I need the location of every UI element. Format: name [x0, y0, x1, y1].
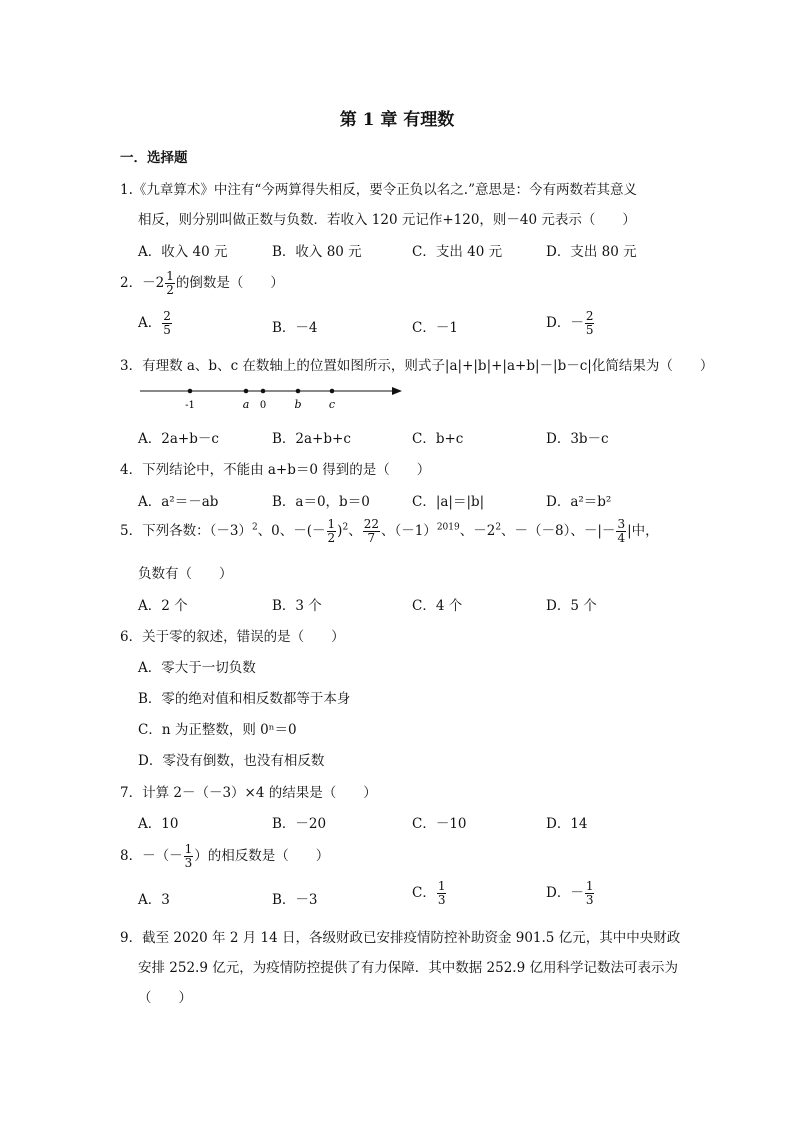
question-3-option-a: A．2a+b－c [138, 431, 219, 447]
question-7-option-c: C．－10 [412, 816, 467, 832]
question-4-option-a: A．a²＝－ab [138, 494, 219, 510]
question-4-stem: 4．下列结论中，不能由 a+b＝0 得到的是（ ） [120, 462, 431, 478]
question-4-option-b: B．a＝0，b＝0 [272, 494, 370, 510]
question-6-stem: 6．关于零的叙述，错误的是（ ） [120, 629, 345, 645]
question-5-option-c: C．4 个 [412, 598, 463, 614]
question-6-option-b: B．零的绝对值和相反数都等于本身 [138, 691, 351, 707]
question-1-option-d: D．支出 80 元 [546, 244, 637, 260]
question-2-option-b: B．－4 [272, 320, 318, 336]
question-6-option-c: C．n 为正整数，则 0ⁿ＝0 [138, 722, 297, 738]
question-5-option-a: A．2 个 [138, 598, 188, 614]
question-2-option-d: D．－ $\frac{2}{5}$ [546, 309, 594, 337]
question-8-option-d: D．－ $\frac{1}{3}$ [546, 879, 594, 907]
point-minus-one [188, 389, 193, 394]
question-4-option-d: D．a²＝b² [546, 494, 612, 510]
question-1-option-c: C．支出 40 元 [412, 244, 503, 260]
label-c: c [328, 398, 336, 411]
point-c [330, 389, 335, 394]
point-b [296, 389, 301, 394]
question-8-option-c: C． $\frac{1}{3}$ [412, 879, 446, 907]
question-5-line-2: 负数有（ ） [138, 566, 233, 582]
question-8-stem: 8．－（－ $\frac{1}{3}$ ）的相反数是（ ） [120, 842, 330, 870]
question-8-option-a: A．3 [138, 892, 170, 908]
question-1-line-2: 相反，则分别叫做正数与负数．若收入 120 元记作+120，则－40 元表示（ ） [138, 212, 636, 228]
fraction: $\frac{1}{2}$ [166, 269, 174, 297]
question-3-stem: 3．有理数 a、b、c 在数轴上的位置如图所示，则式子|a|+|b|+|a+b|－|b－c|化简结果为（ ） [120, 358, 714, 374]
question-5-stem: 5．下列各数：$(-3)^2$、0、－(－ $\frac{1}{2}$ )$^2$、 $\frac{22}{7}$ 、$(-1)^{2019}$、$-2^2$、－（－8）、－|－ $\frac{3}{4}$ |中， [120, 517, 659, 545]
question-6-option-a: A．零大于一切负数 [138, 660, 256, 676]
question-6-option-d: D．零没有倒数，也没有相反数 [138, 753, 325, 769]
label-b: b [294, 398, 302, 411]
question-4-option-c: C．|a|＝|b| [412, 494, 485, 510]
question-9-line-3: （ ） [138, 990, 192, 1006]
question-7-option-d: D．14 [546, 816, 588, 832]
point-a [244, 389, 249, 394]
question-2-stem: 2．－2 $\frac{1}{2}$ 的倒数是（ ） [120, 269, 284, 297]
label-zero: 0 [259, 400, 267, 411]
page-title: 第 1 章 有理数 [339, 110, 455, 130]
question-5-option-d: D．5 个 [546, 598, 597, 614]
section-heading: 一．选择题 [120, 150, 188, 166]
question-9-line-1: 9．截至 2020 年 2 月 14 日，各级财政已安排疫情防控补助资金 901.5 亿元，其中中央财政 [120, 930, 681, 946]
number-line-figure [140, 380, 410, 416]
question-7-option-b: B．－20 [272, 816, 327, 832]
question-8-option-b: B．－3 [272, 892, 318, 908]
question-1-option-a: A．收入 40 元 [138, 244, 228, 260]
question-9-line-2: 安排 252.9 亿元，为疫情防控提供了有力保障．其中数据 252.9 亿用科学记数法可表示为 [138, 960, 678, 976]
question-2-option-a: A． $\frac{2}{5}$ [138, 309, 171, 337]
point-zero [261, 389, 266, 394]
question-1-line-1: 1.《九章算术》中注有“今两算得失相反，要令正负以名之.”意思是：今有两数若其意义 [120, 182, 637, 198]
question-7-stem: 7．计算 2－（－3）×4 的结果是（ ） [120, 785, 377, 801]
question-3-option-c: C．b+c [412, 431, 464, 447]
question-3-option-b: B．2a+b+c [272, 431, 351, 447]
question-2-option-c: C．－1 [412, 320, 458, 336]
question-7-option-a: A．10 [138, 816, 179, 832]
label-a: a [242, 398, 250, 411]
question-1-option-b: B．收入 80 元 [272, 244, 362, 260]
question-5-option-b: B．3 个 [272, 598, 322, 614]
question-3-option-d: D．3b－c [546, 431, 609, 447]
label-minus-one: -1 [185, 400, 195, 411]
arrow-icon [392, 387, 402, 395]
